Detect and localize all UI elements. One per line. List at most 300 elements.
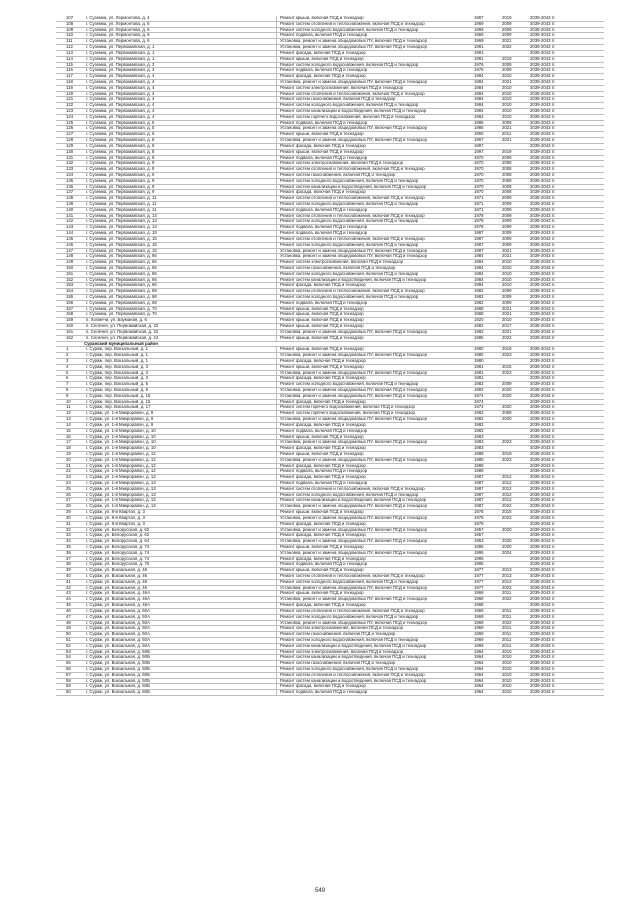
row-number: 46 [66,608,71,613]
year-built-cell: 1980 [474,358,484,363]
planned-period-cell: 2039-2043 гг. [530,114,556,119]
address-cell: г. Сураж, ул. 1-й Микрорайон, д. 13 [86,475,277,480]
year-built-cell: 1968 [474,591,484,596]
year-built-cell: 1978 [474,515,484,520]
last-repair-year-cell: 2020 [502,393,512,398]
address-cell: г. Сураж, ул. Вокзальная, д. 46А [86,591,277,596]
year-built-cell: 1984 [474,97,484,102]
last-repair-year-cell: 2009 [502,382,512,387]
work-type-cell: Ремонт фасада, включая ПСД и технадзор [280,475,366,480]
work-type-cell: Установка, ремонт и замена общедомовых ПУ, включая ПСД и технадзор [280,440,427,445]
year-built-cell: 1987 [474,475,484,480]
last-repair-year-cell: 2019 [502,16,512,20]
row-number: 132 [66,161,74,166]
row-number: 111 [66,39,73,44]
work-type-cell: Ремонт систем отопления и теплоснабжения, включая ПСД и технадзор [280,486,425,491]
address-cell: г. Сураж, ул. Вокзальная, д. 50Б [86,661,277,666]
address-cell: п. Холмечи, ул. Бауманая, д. 6 [86,318,277,323]
address-cell: г. Сураж, ул. Вокзальная, д. 50Б [86,655,277,660]
year-built-cell: 1984 [474,85,484,90]
row-number: 53 [66,649,71,654]
last-repair-year-cell: 2010 [502,85,512,90]
address-cell: г. Суземка, ул. Первомайская, д. 4 [86,74,277,79]
planned-period-cell: 2039-2043 гг. [530,271,556,276]
work-type-cell: Установка, ремонт и замена общедомовых ПУ, включая ПСД и технадзор [280,620,427,625]
address-cell: г. Сураж, ул. 8-й Квартал, д. 3 [86,522,277,527]
year-built-cell: 1982 [474,300,484,305]
row-number: 28 [66,504,71,509]
row-number: 58 [66,678,71,683]
last-repair-year-cell: 2022 [502,45,512,50]
year-built-cell: 1964 [474,690,484,695]
work-type-cell: Установка, ремонт и замена общедомовых ПУ, включая ПСД и технадзор [280,138,427,143]
last-repair-year-cell: 2009 [502,207,512,212]
address-cell: г. Суземка, ул. Первомайская, д. 3 [86,68,277,73]
address-cell: г. Суземка, ул. Первомайская, д. 70 [86,312,277,317]
last-repair-year-cell: 2012 [502,481,512,485]
row-number: 147 [66,248,74,253]
work-type-cell: Ремонт крыши, включая ПСД и технадзор [280,56,364,61]
row-number: 50 [66,632,71,637]
last-repair-year-cell: 2008 [502,411,512,416]
year-built-cell: 1969 [474,626,484,631]
work-type-cell: Ремонт систем холодного водоснабжения, включая ПСД и технадзор [280,62,419,67]
last-repair-year-cell: 2021 [502,138,512,143]
planned-period-cell: 2039-2043 гг. [530,97,556,102]
row-number: 127 [66,132,74,137]
row-number: 52 [66,643,71,648]
work-type-cell: Ремонт систем отопления и теплоснабжения, включая ПСД и технадзор [280,21,425,26]
planned-period-cell: 2039-2043 гг. [530,277,556,282]
address-cell: г. Сураж, ул. Вокзальная, д. 46 [86,574,277,579]
address-cell: г. Суземка, ул. Первомайская, д. 11 [86,208,277,213]
year-built-cell: 1987 [474,236,484,241]
last-repair-year-cell: 2008 [502,161,512,166]
year-built-cell: 1982 [474,289,484,294]
last-repair-year-cell: 2021 [502,248,512,253]
year-built-cell: 1995 [474,550,484,555]
row-number: 109 [66,27,74,32]
last-repair-year-cell: 2019 [502,56,512,61]
row-number: 120 [66,91,74,96]
year-built-cell: 1977 [474,574,484,578]
year-built-cell: 1969 [474,21,484,26]
address-cell: г. Суземка, ул. Первомайская, д. 4 [86,109,277,114]
last-repair-year-cell: 2009 [502,300,512,305]
address-cell: г. Суземка, ул. Первомайская, д. 66 [86,266,277,271]
planned-period-cell: 2039-2043 гг. [530,568,556,573]
address-cell: г. Сураж, ул. Белорусская, д. 74 [86,551,277,556]
work-type-cell: Ремонт систем холодного водоснабжения, включая ПСД и технадзор [280,271,419,276]
year-built-cell: 1953 [474,539,484,544]
row-number: 49 [66,626,71,631]
year-built-cell: 1984 [474,114,484,119]
year-built-cell: 1997 [474,149,484,154]
year-built-cell: 1991 [474,56,484,61]
address-cell: г. Суземка, ул. Лермонтова, д. 4 [86,16,277,21]
planned-period-cell: 2039-2043 гг. [530,295,556,299]
planned-period-cell: 2039-2043 гг. [530,393,556,398]
address-cell: г. Сураж, ул. Вокзальная, д. 50Б [86,684,277,689]
planned-period-cell: 2039-2043 гг. [530,637,556,642]
planned-period-cell: 2039-2043 гг. [530,632,556,637]
planned-period-cell: 2039-2043 гг. [530,149,556,154]
row-number: 123 [66,109,74,113]
last-repair-year-cell: 2010 [502,678,512,683]
last-repair-year-cell: 2009 [502,120,512,125]
work-type-cell: Ремонт фасада, включая ПСД и технадзор [280,74,366,79]
planned-period-cell: 2039-2043 гг. [530,172,556,177]
year-built-cell: 1971 [474,196,484,201]
work-type-cell: Ремонт систем канализации и водоотведения, включая ПСД и технадзор [280,678,427,683]
work-type-cell: Ремонт систем электроснабжения, включая ПСД и технадзор [280,260,403,265]
address-cell: г. Сураж, ул. 1-й Микрорайон, д. 12 [86,464,277,469]
planned-period-cell: 2039-2043 гг. [530,254,556,259]
planned-period-cell: 2039-2043 гг. [530,382,556,387]
row-number: 27 [66,498,71,503]
year-built-cell: 1995 [474,544,484,549]
row-number: 21 [66,463,71,468]
planned-period-cell: 2039-2043 гг. [530,475,556,480]
row-number: 113 [66,50,73,55]
last-repair-year-cell: 2011 [502,632,512,637]
work-type-cell: Ремонт крыши, включая ПСД и технадзор [280,364,364,369]
row-number: 31 [66,521,71,526]
year-built-cell: 1983 [474,428,484,433]
last-repair-year-cell: 2023 [502,370,512,375]
planned-period-cell: 2039-2043 гг. [530,608,556,613]
work-type-cell: Ремонт подвала, включая ПСД и технадзор [280,231,368,236]
last-repair-year-cell: 2010 [502,74,512,79]
planned-period-cell: 2039-2043 гг. [530,614,556,619]
row-number: 36 [66,550,71,555]
row-number: 19 [66,451,71,456]
row-number: 56 [66,667,71,671]
work-type-cell: Установка, ремонт и замена общедомовых ПУ, включая ПСД и технадзор [280,539,427,544]
work-type-cell: Ремонт крыши, включая ПСД и технадзор [280,335,364,340]
address-cell: г. Сураж, ул. Вокзальная, д. 46 [86,580,277,585]
address-cell: г. Сураж, ул. 1-й Микрорайон, д. 10 [86,446,277,451]
work-type-cell: Ремонт фасада, включая ПСД и технадзор [280,376,366,381]
last-repair-year-cell: 2019 [502,451,512,456]
row-number: 144 [66,231,74,236]
year-built-cell: 1991 [474,45,484,50]
row-number: 128 [66,138,74,143]
year-built-cell: 1978 [474,213,484,218]
work-type-cell: Ремонт систем газоснабжения, включая ПСД и технадзор [280,172,396,177]
address-cell: г. Суземка, ул. Первомайская, д. 15 [86,243,277,248]
row-number: 6 [66,376,69,381]
work-type-cell: Ремонт фасада, включая ПСД и технадзор [280,463,366,468]
planned-period-cell: 2039-2043 гг. [530,27,556,32]
last-repair-year-cell: 2023 [502,585,512,590]
last-repair-year-cell: 2009 [502,295,512,299]
last-repair-year-cell: 2020 [502,388,512,392]
row-number: 54 [66,655,71,660]
address-cell: г. Сураж, ул. 1-й Микрорайон, д. 12 [86,452,277,457]
address-cell: г. Сураж, пер. Вокзальный, д. 15 [86,394,277,399]
year-built-cell: 1969 [474,39,484,44]
last-repair-year-cell: 2021 [502,126,512,131]
last-repair-year-cell: 2010 [502,661,512,666]
last-repair-year-cell: 2010 [502,265,512,270]
last-repair-year-cell: 2024 [502,550,512,555]
address-cell: г. Суземка, ул. Первомайская, д. 9 [86,173,277,178]
planned-period-cell: 2039-2043 гг. [530,202,556,206]
year-built-cell: 1984 [474,277,484,282]
row-number: 148 [66,254,74,259]
work-type-cell: Установка, ремонт и замена общедомовых ПУ, включая ПСД и технадзор [280,353,427,358]
year-built-cell: 1964 [474,678,484,683]
address-cell: г. Сураж, ул. Вокзальная, д. 50А [86,638,277,643]
work-type-cell: Ремонт фасада, включая ПСД и технадзор [280,422,366,427]
work-type-cell: Ремонт систем холодного водоснабжения, включая ПСД и технадзор [280,295,419,299]
year-built-cell: 1984 [474,265,484,270]
address-cell: г. Суземка, ул. Первомайская, д. 1 [86,51,277,56]
row-number: 38 [66,562,71,567]
last-repair-year-cell: 2015 [502,510,512,515]
planned-period-cell: 2039-2043 гг. [530,260,556,265]
planned-period-cell: 2039-2043 гг. [530,300,556,305]
planned-period-cell: 2039-2043 гг. [530,283,556,288]
work-type-cell: Ремонт крыши, включая ПСД и технадзор [280,568,364,573]
row-number: 2 [66,353,69,358]
row-number: 16 [66,434,71,439]
planned-period-cell: 2039-2043 гг. [530,33,556,38]
planned-period-cell: 2039-2043 гг. [530,422,556,427]
planned-period-cell: 2039-2043 гг. [530,481,556,485]
work-type-cell: Ремонт систем канализации и водоотведения, включая ПСД и технадзор [280,277,427,282]
planned-period-cell: 2039-2043 гг. [530,556,556,561]
last-repair-year-cell: 2010 [502,649,512,654]
year-built-cell: 1969 [474,643,484,648]
row-number: 59 [66,684,71,689]
last-repair-year-cell: 2021 [502,306,512,311]
work-type-cell: Ремонт подвала, включая ПСД и технадзор [280,120,368,125]
row-number: 33 [66,533,71,538]
year-built-cell: 1957 [474,527,484,532]
work-type-cell: Ремонт фасада, включая ПСД и технадзор [280,684,366,689]
year-built-cell: 1977 [474,568,484,573]
address-cell: г. Сураж, ул. 1-й Микрорайон, д. 10 [86,429,277,434]
work-type-cell: Ремонт систем отопления и теплоснабжения, включая ПСД и технадзор [280,196,425,201]
year-built-cell: 1969 [474,27,484,32]
year-built-cell: 1984 [474,109,484,113]
work-type-cell: Ремонт фасада, включая ПСД и технадзор [280,143,366,148]
address-cell: г. Сураж, ул. Вокзальная, д. 50Б [86,650,277,655]
work-type-cell: Установка, ремонт и замена общедомовых ПУ, включая ПСД и технадзор [280,388,427,392]
year-built-cell: 1970 [474,167,484,172]
work-type-cell: Ремонт систем канализации и водоотведения, включая ПСД и технадзор [280,184,427,189]
planned-period-cell: 2039-2043 гг. [530,306,556,311]
year-built-cell: 1964 [474,661,484,666]
address-cell: г. Суземка, ул. Первомайская, д. 3 [86,63,277,68]
year-built-cell: 1997 [474,138,484,143]
address-cell: п. Селечня, ул. Первомайская, д. 24 [86,336,277,341]
row-number: 48 [66,620,71,625]
planned-period-cell: 2039-2043 гг. [530,45,556,50]
year-built-cell: 1987 [474,498,484,503]
year-built-cell: 1983 [474,434,484,439]
planned-period-cell: 2039-2043 гг. [530,504,556,509]
row-number: 136 [66,184,74,189]
address-cell: г. Суземка, ул. Первомайская, д. 4 [86,103,277,108]
work-type-cell: Ремонт систем электроснабжения, включая ПСД и технадзор [280,649,403,654]
work-type-cell: Ремонт крыши, включая ПСД и технадзор [280,149,364,154]
row-number: 3 [66,358,69,363]
work-type-cell: Ремонт систем холодного водоснабжения, включая ПСД и технадзор [280,492,419,497]
row-number: 14 [66,422,71,427]
year-built-cell: 1984 [474,91,484,96]
address-cell: г. Сураж, пер. Вокзальный, д. 1 [86,347,277,352]
year-built-cell: 1985 [474,335,484,340]
row-number: 10 [66,399,71,404]
work-type-cell: Ремонт фасада, включая ПСД и технадзор [280,533,366,538]
work-type-cell: Ремонт подвала, включая ПСД и технадзор [280,562,368,567]
year-built-cell: 1970 [474,155,484,160]
address-cell: г. Суземка, ул. Первомайская, д. 4 [86,97,277,102]
row-number: 129 [66,143,74,148]
year-built-cell: 1983 [474,446,484,451]
planned-period-cell: 2039-2043 гг. [530,126,556,131]
last-repair-year-cell: 2009 [502,62,512,67]
work-type-cell: Ремонт крыши, включая ПСД и технадзор [280,591,364,596]
address-cell: г. Сураж, ул. Белорусская, д. 64 [86,539,277,544]
year-built-cell: 1988 [474,312,484,317]
planned-period-cell: 2039-2043 гг. [530,155,556,160]
year-built-cell: 1982 [474,417,484,422]
year-built-cell: 1977 [474,579,484,584]
year-built-cell: 1987 [474,486,484,491]
year-built-cell: 1978 [474,219,484,224]
row-number: 161 [66,329,74,334]
year-built-cell: 1982 [474,324,484,329]
work-type-cell: Ремонт систем канализации и водоотведения, включая ПСД и технадзор [280,498,427,503]
row-number: 22 [66,469,71,474]
work-type-cell: Ремонт систем отопления и теплоснабжения, включая ПСД и технадзор [280,289,425,294]
planned-period-cell: 2039-2043 гг. [530,463,556,468]
planned-period-cell: 2039-2043 гг. [530,550,556,555]
year-built-cell: 1989 [474,463,484,468]
work-type-cell: Ремонт систем отопления и теплоснабжения, включая ПСД и технадзор [280,672,425,677]
planned-period-cell: 2039-2043 гг. [530,643,556,648]
row-number: 134 [66,172,74,177]
row-number: 150 [66,265,74,270]
row-number: 107 [66,16,74,20]
row-number: 138 [66,196,74,201]
year-built-cell: 1970 [474,178,484,183]
address-cell: г. Суземка, ул. Первомайская, д. 68 [86,295,277,300]
work-type-cell: Ремонт систем электроснабжения, включая ПСД и технадзор [280,626,403,631]
year-built-cell: 1986 [474,120,484,125]
last-repair-year-cell: 2010 [502,690,512,695]
planned-period-cell: 2039-2043 гг. [530,399,556,404]
planned-period-cell: 2039-2043 гг. [530,39,556,44]
planned-period-cell: 2039-2043 гг. [530,138,556,143]
last-repair-year-cell: 2010 [502,109,512,113]
last-repair-year-cell: 2011 [502,643,512,648]
address-cell: г. Суземка, ул. Первомайская, д. 9 [86,156,277,161]
address-cell: г. Суземка, ул. Первомайская, д. 66 [86,254,277,259]
last-repair-year-cell: 2023 [502,515,512,520]
row-number: 145 [66,236,74,241]
year-built-cell: 1969 [474,608,484,613]
planned-period-cell: 2039-2043 гг. [530,50,556,55]
work-type-cell: Ремонт систем отопления и теплоснабжения, включая ПСД и технадзор [280,213,425,218]
planned-period-cell: 2039-2043 гг. [530,626,556,631]
address-cell: г. Суземка, ул. Первомайская, д. 66 [86,260,277,265]
row-number: 114 [66,56,73,61]
year-built-cell: 1989 [474,451,484,456]
last-repair-year-cell: 2021 [502,39,512,44]
address-cell: г. Сураж, ул. Вокзальная, д. 50Б [86,673,277,678]
work-type-cell: Установка, ремонт и замена общедомовых ПУ, включая ПСД и технадзор [280,585,427,590]
address-cell: г. Суземка, ул. Лермонтова, д. 6 [86,39,277,44]
work-type-cell: Ремонт систем холодного водоснабжения, включая ПСД и технадзор [280,219,419,224]
planned-period-cell: 2039-2043 гг. [530,684,556,689]
last-repair-year-cell: 2008 [502,178,512,183]
work-type-cell: Ремонт подвала, включая ПСД и технадзор [280,33,368,38]
planned-period-cell: 2039-2043 гг. [530,16,556,20]
row-number: 26 [66,492,71,497]
address-cell: г. Сураж, пер. Вокзальный, д. 15 [86,400,277,405]
year-built-cell: 1969 [474,620,484,625]
planned-period-cell: 2039-2043 гг. [530,370,556,375]
work-type-cell: Установка, ремонт и замена общедомовых ПУ, включая ПСД и технадзор [280,329,427,334]
work-type-cell: Ремонт крыши, включая ПСД и технадзор [280,324,364,329]
address-cell: г. Суземка, ул. Первомайская, д. 13 [86,219,277,224]
row-number: 140 [66,207,74,212]
planned-period-cell: 2039-2043 гг. [530,213,556,218]
address-cell: г. Суземка, ул. Первомайская, д. 11 [86,202,277,207]
work-type-cell: Ремонт систем горячего водоснабжения, включая ПСД и технадзор [280,114,415,119]
last-repair-year-cell: 2011 [502,637,512,642]
row-number: 34 [66,539,71,544]
work-type-cell: Ремонт систем горячего водоснабжения, включая ПСД и технадзор [280,411,415,416]
address-cell: г. Суземка, ул. Первомайская, д. 8 [86,150,277,155]
row-number: 149 [66,260,74,265]
planned-period-cell: 2039-2043 гг. [530,667,556,671]
address-cell: п. Селечня, ул. Первомайская, д. 22 [86,324,277,329]
address-cell: г. Суземка, ул. Первомайская, д. 13 [86,214,277,219]
last-repair-year-cell: 2010 [502,684,512,689]
year-built-cell: 1960 [474,132,484,137]
row-number: 25 [66,486,71,491]
address-cell: г. Суземка, ул. Лермонтова, д. 6 [86,22,277,27]
planned-period-cell: 2039-2043 гг. [530,318,556,323]
last-repair-year-cell: 2010 [502,260,512,265]
last-repair-year-cell: 2008 [502,172,512,177]
last-repair-year-cell: 2020 [502,544,512,549]
year-built-cell: 1964 [474,667,484,671]
planned-period-cell: 2039-2043 гг. [530,56,556,61]
last-repair-year-cell: 2019 [502,347,512,352]
planned-period-cell: 2039-2043 гг. [530,492,556,497]
work-type-cell: Установка, ремонт и замена общедомовых ПУ, включая ПСД и технадзор [280,79,427,84]
last-repair-year-cell: 2012 [502,486,512,491]
year-built-cell: 1977 [474,585,484,590]
address-cell: г. Сураж, ул. 1-й Микрорайон, д. 12 [86,458,277,463]
planned-period-cell: 2039-2043 гг. [530,74,556,79]
planned-period-cell: 2039-2043 гг. [530,451,556,456]
year-built-cell: 1980 [474,347,484,352]
row-number: 126 [66,126,74,131]
planned-period-cell: 2039-2043 гг. [530,446,556,451]
planned-period-cell: 2039-2043 гг. [530,591,556,596]
work-type-cell: Ремонт крыши, включая ПСД и технадзор [280,544,364,549]
last-repair-year-cell: 2009 [502,33,512,38]
address-cell: г. Суземка, ул. Первомайская, д. 9 [86,161,277,166]
